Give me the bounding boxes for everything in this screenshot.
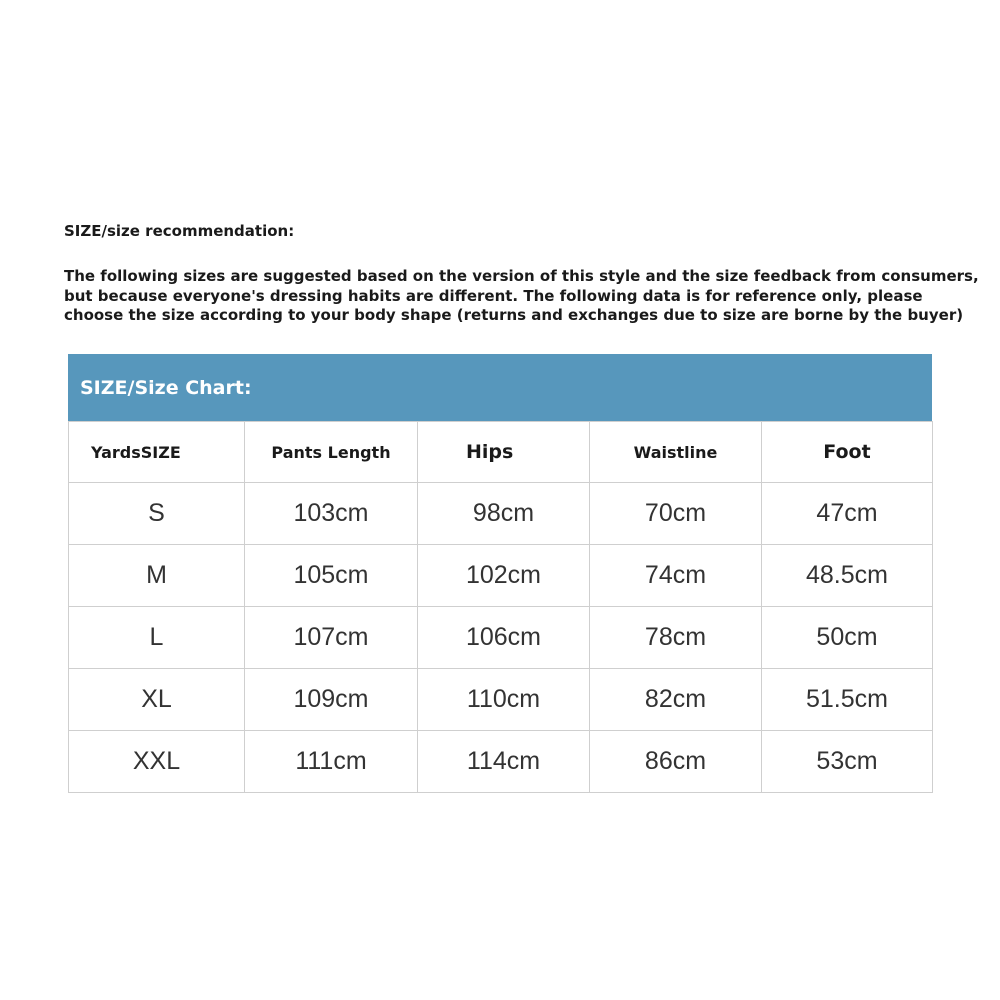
size-cell: XL bbox=[69, 669, 245, 731]
size-table-header-row bbox=[69, 422, 933, 483]
waistline-cell: 82cm bbox=[590, 669, 762, 731]
foot-cell: 50cm bbox=[762, 607, 933, 669]
foot-cell: 48.5cm bbox=[762, 545, 933, 607]
table-row bbox=[69, 483, 933, 545]
header-waistline: Waistline bbox=[590, 422, 762, 483]
header-hips: Hips bbox=[418, 422, 590, 483]
size-cell: L bbox=[69, 607, 245, 669]
foot-cell: 51.5cm bbox=[762, 669, 933, 731]
pants-length-cell: 105cm bbox=[245, 545, 418, 607]
size-note-line: choose the size according to your body shape (returns and exchanges due to size are borne by the buyer) bbox=[64, 306, 964, 324]
hips-cell: 106cm bbox=[418, 607, 590, 669]
size-note-line: but because everyone's dressing habits are different. The following data is for reference only, please bbox=[64, 286, 923, 305]
table-row bbox=[69, 669, 933, 731]
waistline-cell: 78cm bbox=[590, 607, 762, 669]
waistline-cell: 74cm bbox=[590, 545, 762, 607]
foot-cell: 53cm bbox=[762, 731, 933, 793]
waistline-cell: 86cm bbox=[590, 731, 762, 793]
table-row bbox=[69, 545, 933, 607]
size-cell: S bbox=[69, 483, 245, 545]
waistline-cell: 70cm bbox=[590, 483, 762, 545]
header-yards-size: YardsSIZE bbox=[69, 422, 245, 483]
size-notes bbox=[64, 267, 979, 326]
hips-cell: 114cm bbox=[418, 731, 590, 793]
size-cell: M bbox=[69, 545, 245, 607]
header-pants-length: Pants Length bbox=[245, 422, 418, 483]
header-foot: Foot bbox=[762, 422, 933, 483]
foot-cell: 47cm bbox=[762, 483, 933, 545]
pants-length-cell: 107cm bbox=[245, 607, 418, 669]
size-chart bbox=[68, 354, 932, 793]
size-note-line: The following sizes are suggested based on the version of this style and the size feedback from consumers, bbox=[64, 267, 979, 285]
hips-cell: 98cm bbox=[418, 483, 590, 545]
hips-cell: 102cm bbox=[418, 545, 590, 607]
pants-length-cell: 111cm bbox=[245, 731, 418, 793]
size-recommendation-heading: SIZE/size recommendation: bbox=[64, 222, 295, 240]
size-table bbox=[68, 421, 933, 793]
pants-length-cell: 103cm bbox=[245, 483, 418, 545]
size-chart-banner: SIZE/Size Chart: bbox=[68, 354, 932, 421]
pants-length-cell: 109cm bbox=[245, 669, 418, 731]
table-row bbox=[69, 731, 933, 793]
table-row bbox=[69, 607, 933, 669]
size-cell: XXL bbox=[69, 731, 245, 793]
hips-cell: 110cm bbox=[418, 669, 590, 731]
